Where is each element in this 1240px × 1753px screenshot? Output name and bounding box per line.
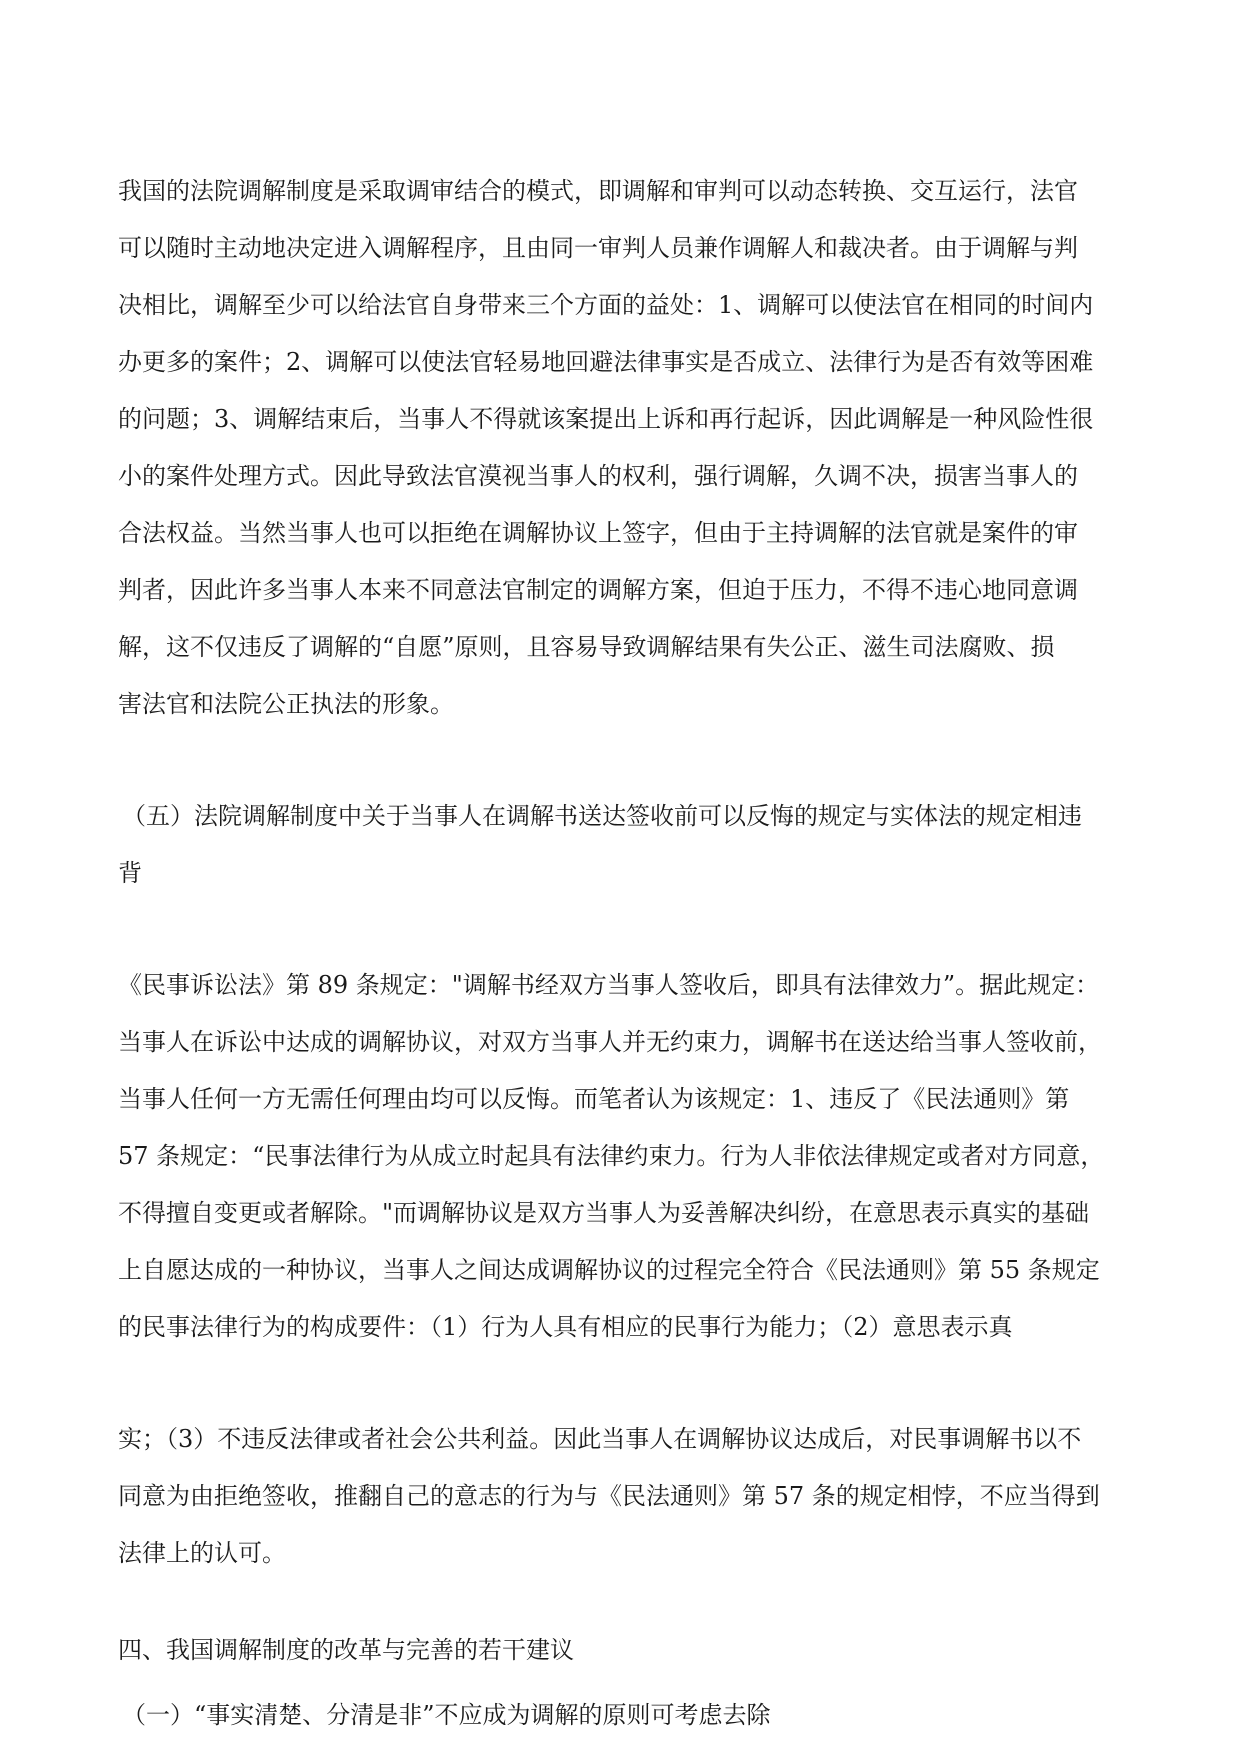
paragraph-line: 判者，因此许多当事人本来不同意法官制定的调解方案，但迫于压力，不得不违心地同意调 bbox=[118, 576, 1078, 604]
paragraph-line: 小的案件处理方式。因此导致法官漠视当事人的权利，强行调解，久调不决，损害当事人的 bbox=[118, 462, 1078, 490]
paragraph-line: 上自愿达成的一种协议，当事人之间达成调解协议的过程完全符合《民法通则》第 55 条规定 bbox=[118, 1256, 1100, 1284]
paragraph-line: 当事人任何一方无需任何理由均可以反悔。而笔者认为该规定：1、违反了《民法通则》第 bbox=[118, 1085, 1070, 1113]
paragraph-line: 的问题；3、调解结束后，当事人不得就该案提出上诉和再行起诉，因此调解是一种风险性很 bbox=[118, 405, 1094, 433]
section-heading: （五）法院调解制度中关于当事人在调解书送达签收前可以反悔的规定与实体法的规定相违 bbox=[122, 802, 1082, 830]
paragraph-line: 可以随时主动地决定进入调解程序，且由同一审判人员兼作调解人和裁决者。由于调解与判 bbox=[118, 234, 1078, 262]
chapter-heading: 四、我国调解制度的改革与完善的若干建议 bbox=[118, 1636, 574, 1664]
paragraph-line: 实；（3）不违反法律或者社会公共利益。因此当事人在调解协议达成后，对民事调解书以不 bbox=[118, 1425, 1082, 1453]
paragraph-line: 决相比，调解至少可以给法官自身带来三个方面的益处：1、调解可以使法官在相同的时间内 bbox=[118, 291, 1094, 319]
paragraph-line: 解，这不仅违反了调解的“自愿”原则，且容易导致调解结果有失公正、滋生司法腐败、损 bbox=[118, 633, 1055, 661]
paragraph-line: 办更多的案件；2、调解可以使法官轻易地回避法律事实是否成立、法律行为是否有效等困难 bbox=[118, 348, 1094, 376]
section-heading: （一）“事实清楚、分清是非”不应成为调解的原则可考虑去除 bbox=[122, 1701, 771, 1729]
paragraph-line: 同意为由拒绝签收，推翻自己的意志的行为与《民法通则》第 57 条的规定相悖，不应当得到 bbox=[118, 1482, 1100, 1510]
paragraph-line: 的民事法律行为的构成要件：（1）行为人具有相应的民事行为能力；（2）意思表示真 bbox=[118, 1313, 1013, 1341]
paragraph-line: 《民事诉讼法》第 89 条规定："调解书经双方当事人签收后，即具有法律效力”。据此规定： bbox=[118, 971, 1100, 999]
paragraph-line: 法律上的认可。 bbox=[118, 1539, 286, 1567]
paragraph-line: 57 条规定：“民事法律行为从成立时起具有法律约束力。行为人非依法律规定或者对方同意， bbox=[118, 1142, 1105, 1170]
paragraph-line: 当事人在诉讼中达成的调解协议，对双方当事人并无约束力，调解书在送达给当事人签收前， bbox=[118, 1028, 1102, 1056]
section-heading-continued: 背 bbox=[118, 859, 142, 887]
paragraph-line: 合法权益。当然当事人也可以拒绝在调解协议上签字，但由于主持调解的法官就是案件的审 bbox=[118, 519, 1078, 547]
paragraph-line: 不得擅自变更或者解除。"而调解协议是双方当事人为妥善解决纠纷，在意思表示真实的基础 bbox=[118, 1199, 1090, 1227]
paragraph-line: 我国的法院调解制度是采取调审结合的模式，即调解和审判可以动态转换、交互运行，法官 bbox=[118, 177, 1078, 205]
paragraph-line: 害法官和法院公正执法的形象。 bbox=[118, 690, 454, 718]
